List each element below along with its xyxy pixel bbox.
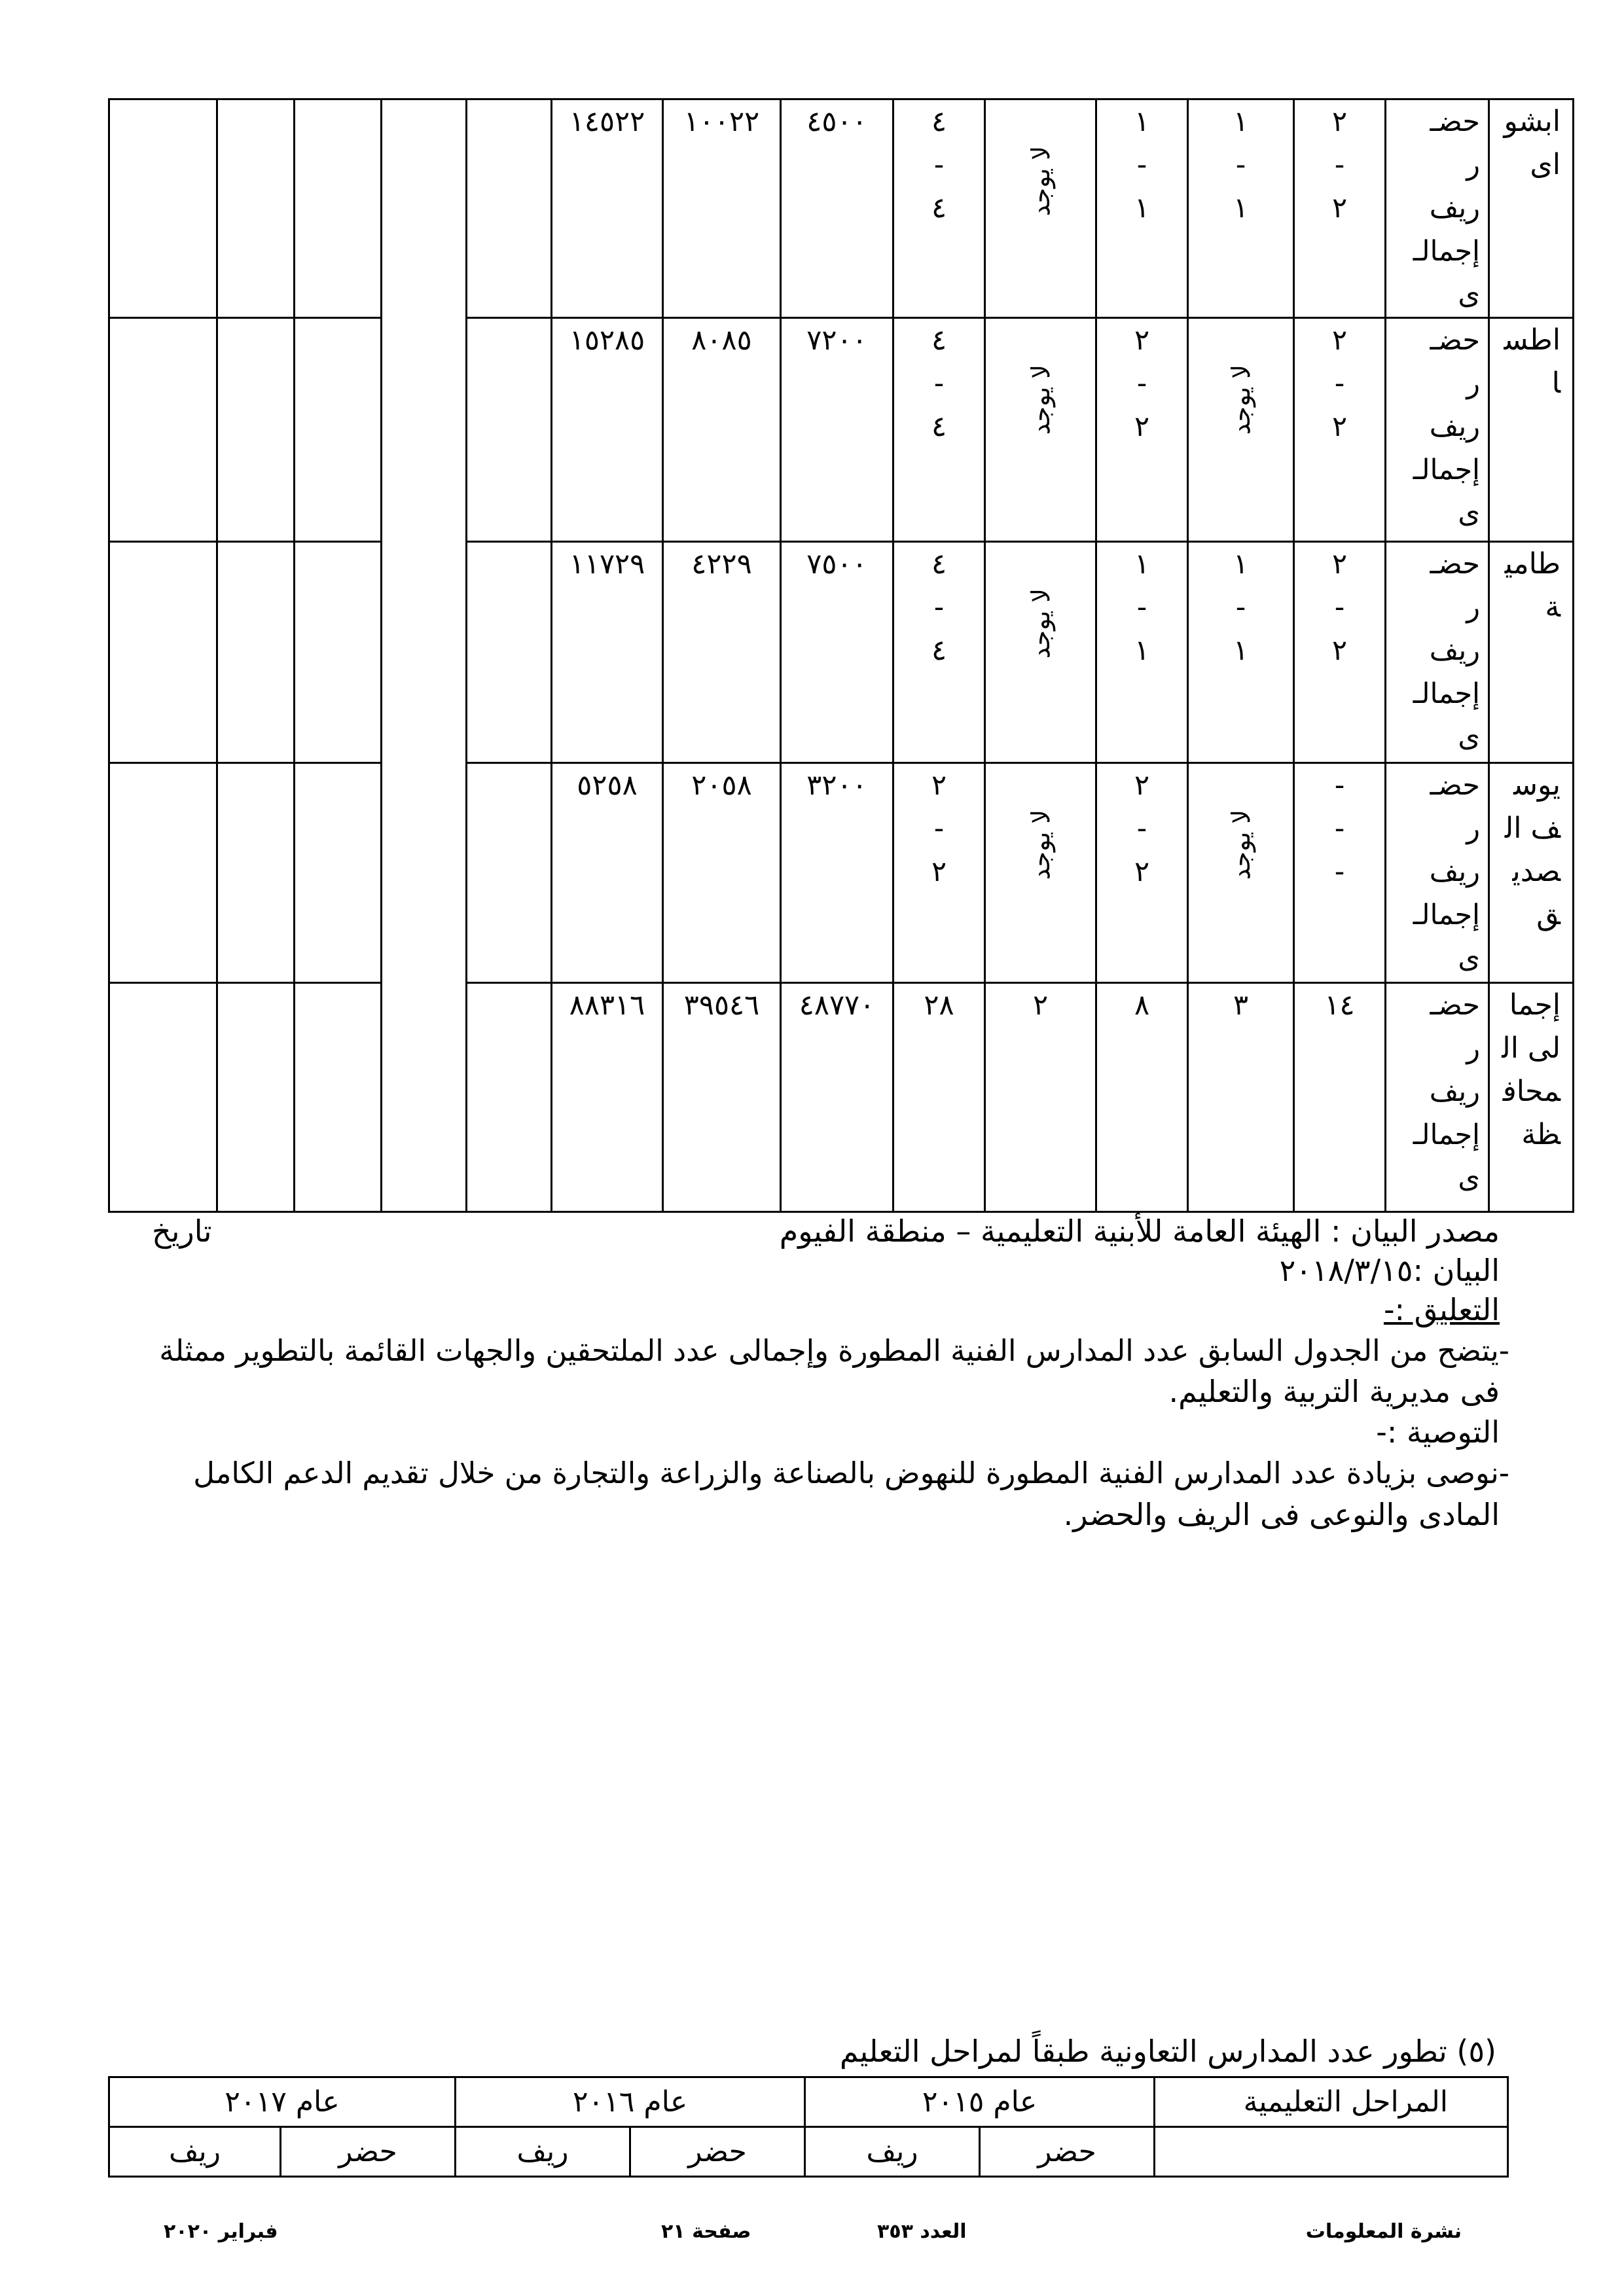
cell-line: حضـ <box>1430 105 1480 138</box>
cell-blank <box>467 763 552 983</box>
cell-line: حضـ <box>1430 989 1480 1022</box>
cell-blank <box>109 763 217 983</box>
cell-c7 <box>893 763 985 983</box>
cell-line: - <box>1136 367 1147 400</box>
cell-c1 <box>1294 318 1386 542</box>
cell-line: ٤ <box>931 105 947 138</box>
cell-line: ر <box>1466 1032 1480 1065</box>
comment-line-1: -يتضح من الجدول السابق عدد المدارس الفنية المطورة وإجمالى عدد الملتحقين والجهات القائمة بالتطوير ممثلة <box>159 1333 1509 1368</box>
cell-line: ٢ <box>1331 548 1348 581</box>
cell-kind <box>1386 318 1489 542</box>
cell-line: - <box>1334 149 1345 181</box>
cell-c3 <box>1096 763 1188 983</box>
cell-line: حضـ <box>1430 324 1480 357</box>
cell-c6: لا يوجد <box>985 542 1096 763</box>
cell-blank <box>467 99 552 318</box>
cell-district-name: اطسا <box>1489 318 1574 542</box>
cell-c1 <box>1294 763 1386 983</box>
cell-line: ١ <box>1233 105 1249 138</box>
cell-line: ٢ <box>1134 855 1150 888</box>
subheader-urban: حضر <box>980 2127 1155 2177</box>
cell-line: ٢ <box>1134 769 1150 802</box>
source-line-2: البيان :٢٠١٨/٣/١٥ <box>1279 1253 1500 1288</box>
cell-line: ٨ <box>1134 989 1150 1022</box>
cell-line: إجمالـ <box>1413 1119 1480 1151</box>
cell-line: ر <box>1466 812 1480 845</box>
cell-line: ٤ <box>931 324 947 357</box>
cell-district-name: ابشواى <box>1489 99 1574 318</box>
cell-line: - <box>1235 591 1246 624</box>
cell-line: ١ <box>1233 548 1249 581</box>
cell-line: ريف <box>1429 634 1480 667</box>
table-header-row <box>109 2077 1508 2127</box>
cell-c6: لا يوجد <box>985 763 1096 983</box>
cell-merged <box>382 99 467 1212</box>
cell-line: - <box>1235 149 1246 181</box>
cell-c9: ٣٩٥٤٦ <box>663 983 781 1212</box>
header-year-2015: عام ٢٠١٥ <box>805 2077 1155 2127</box>
cell-line: ١ <box>1233 192 1249 224</box>
recommendation-heading: التوصية :- <box>1376 1414 1500 1450</box>
cell-c10: ١٥٢٨٥ <box>552 318 663 542</box>
footer-page: صفحة ٢١ <box>661 2220 751 2243</box>
cell-c8: ٤٨٧٧٠ <box>781 983 893 1212</box>
cell-blank <box>217 318 295 542</box>
subheader-urban: حضر <box>281 2127 456 2177</box>
recommendation-line-1: -نوصى بزيادة عدد المدارس الفنية المطورة للنهوض بالصناعة والزراعة والتجارة من خلال تقديم الدعم الكامل <box>193 1456 1509 1490</box>
subheader-rural: ريف <box>805 2127 980 2177</box>
source-line-1: مصدر البيان : الهيئة العامة للأبنية التعليمية – منطقة الفيوم <box>779 1213 1500 1249</box>
cell-blank <box>217 983 295 1212</box>
subheader-rural: ريف <box>456 2127 630 2177</box>
cell-line: ى <box>1458 278 1480 311</box>
cell-blank <box>109 99 217 318</box>
subheader-blank <box>1155 2127 1508 2177</box>
cell-c4: لا يوجد <box>1188 763 1294 983</box>
cell-line: - <box>1136 149 1147 181</box>
cell-line: - <box>1334 855 1345 888</box>
cell-c3 <box>1096 99 1188 318</box>
cell-line: ٢ <box>1331 324 1348 357</box>
cell-line: ٢ <box>1331 192 1348 224</box>
cell-c10: ١٤٥٢٢ <box>552 99 663 318</box>
cell-line: ٢ <box>1134 410 1150 443</box>
cell-line: - <box>1334 367 1345 400</box>
cell-line: - <box>1334 591 1345 624</box>
cell-line: إجمالـ <box>1413 899 1480 931</box>
header-stages: المراحل التعليمية <box>1155 2077 1508 2127</box>
cell-line: ى <box>1458 1162 1480 1194</box>
footer-date: فبراير ٢٠٢٠ <box>164 2220 278 2243</box>
cell-c3 <box>1096 983 1188 1212</box>
cell-line: ١٤ <box>1324 989 1355 1022</box>
cell-line: ١ <box>1134 548 1150 581</box>
section-5-title: (٥) تطور عدد المدارس التعاونية طبقاً لمراحل التعليم <box>839 2034 1496 2069</box>
cell-line: ريف <box>1429 410 1480 443</box>
footer-issue: العدد ٣٥٣ <box>877 2220 967 2243</box>
cell-line: ريف <box>1429 855 1480 888</box>
cell-kind <box>1386 542 1489 763</box>
cell-line: ر <box>1466 591 1480 624</box>
table-row <box>109 99 1574 318</box>
cell-line: - <box>1136 591 1147 624</box>
cell-kind <box>1386 763 1489 983</box>
cell-line: ى <box>1458 497 1480 529</box>
cell-district-name: طامية <box>1489 542 1574 763</box>
cell-line: - <box>1334 812 1345 845</box>
subheader-urban: حضر <box>630 2127 805 2177</box>
cell-c5: ٢ <box>985 983 1096 1212</box>
cell-c6: لا يوجد <box>985 99 1096 318</box>
cell-line: إجمالـ <box>1413 454 1480 486</box>
cell-district-name: يوسف الصديق <box>1489 763 1574 983</box>
cell-c10: ٨٨٣١٦ <box>552 983 663 1212</box>
cell-line: ر <box>1466 149 1480 181</box>
cell-c6: لا يوجد <box>985 318 1096 542</box>
cell-line: - <box>1136 812 1147 845</box>
recommendation-line-2: المادى والنوعى فى الريف والحضر. <box>1063 1497 1500 1532</box>
header-year-2017: عام ٢٠١٧ <box>109 2077 456 2127</box>
cell-c9: ١٠٠٢٢ <box>663 99 781 318</box>
cell-line: ٢ <box>931 769 947 802</box>
cell-c3 <box>1096 318 1188 542</box>
cell-c9: ٨٠٨٥ <box>663 318 781 542</box>
cell-district-name: إجمالى المحافظة <box>1489 983 1574 1212</box>
cell-line: ١ <box>1134 105 1150 138</box>
cell-blank <box>467 542 552 763</box>
cell-line: - <box>1334 769 1345 802</box>
subheader-rural: ريف <box>109 2127 281 2177</box>
cell-c10: ٥٢٥٨ <box>552 763 663 983</box>
cell-blank <box>295 763 382 983</box>
header-year-2016: عام ٢٠١٦ <box>456 2077 805 2127</box>
cell-line: ريف <box>1429 1075 1480 1108</box>
cell-line: ٤ <box>931 634 947 667</box>
cell-blank <box>467 318 552 542</box>
cell-c1 <box>1294 983 1386 1212</box>
table-row <box>109 542 1574 763</box>
cell-blank <box>109 542 217 763</box>
table-row <box>109 983 1574 1212</box>
cell-blank <box>295 983 382 1212</box>
cell-blank <box>109 318 217 542</box>
cell-blank <box>217 99 295 318</box>
cell-c9: ٤٢٢٩ <box>663 542 781 763</box>
cell-line: إجمالـ <box>1413 235 1480 268</box>
cell-line: ٢٨ <box>924 989 954 1022</box>
cell-blank <box>467 983 552 1212</box>
cell-kind <box>1386 99 1489 318</box>
cell-c8: ٧٢٠٠ <box>781 318 893 542</box>
source-date-label: تاريخ <box>152 1213 212 1249</box>
footer-publication: نشرة المعلومات <box>1305 2220 1462 2243</box>
cell-blank <box>295 542 382 763</box>
cell-blank <box>217 542 295 763</box>
comment-line-2: فى مديرية التربية والتعليم. <box>1168 1374 1500 1409</box>
cell-c7 <box>893 983 985 1212</box>
cell-line: ٤ <box>931 548 947 581</box>
cell-c8: ٧٥٠٠ <box>781 542 893 763</box>
cell-line: ١ <box>1233 634 1249 667</box>
cell-line: إجمالـ <box>1413 677 1480 710</box>
cell-blank <box>109 983 217 1212</box>
cell-blank <box>217 763 295 983</box>
schools-table <box>108 98 1574 1213</box>
cell-line: حضـ <box>1430 769 1480 802</box>
cell-line: ى <box>1458 721 1480 753</box>
cell-line: ٤ <box>931 410 947 443</box>
cell-line: ٢ <box>1331 410 1348 443</box>
cell-line: ر <box>1466 367 1480 400</box>
cell-c7 <box>893 542 985 763</box>
cell-c2 <box>1188 983 1294 1212</box>
table-row <box>109 318 1574 542</box>
cell-c7 <box>893 99 985 318</box>
cell-blank <box>295 318 382 542</box>
cell-line: ٢ <box>1331 634 1348 667</box>
cell-line: ٤ <box>931 192 947 224</box>
cell-line: حضـ <box>1430 548 1480 581</box>
cell-line: ٢ <box>931 855 947 888</box>
cell-line: ٢ <box>1134 324 1150 357</box>
cell-blank <box>295 99 382 318</box>
cell-c1 <box>1294 99 1386 318</box>
cell-line: - <box>933 812 945 845</box>
cell-line: - <box>933 149 945 181</box>
cell-c7 <box>893 318 985 542</box>
cell-c2 <box>1188 99 1294 318</box>
cell-line: ١ <box>1134 634 1150 667</box>
cooperative-schools-table <box>108 2076 1509 2178</box>
cell-kind <box>1386 983 1489 1212</box>
cell-line: ريف <box>1429 192 1480 224</box>
cell-c2 <box>1188 542 1294 763</box>
table-subheader-row <box>109 2127 1508 2177</box>
cell-c4: لا يوجد <box>1188 318 1294 542</box>
cell-line: ٣ <box>1233 989 1249 1022</box>
cell-c1 <box>1294 542 1386 763</box>
comment-heading: التعليق :- <box>1383 1292 1500 1327</box>
cell-c3 <box>1096 542 1188 763</box>
cell-line: - <box>933 367 945 400</box>
cell-c8: ٣٢٠٠ <box>781 763 893 983</box>
cell-c9: ٢٠٥٨ <box>663 763 781 983</box>
cell-line: ى <box>1458 942 1480 975</box>
cell-c10: ١١٧٢٩ <box>552 542 663 763</box>
cell-line: - <box>933 591 945 624</box>
table-row <box>109 763 1574 983</box>
cell-line: ١ <box>1134 192 1150 224</box>
cell-c8: ٤٥٠٠ <box>781 99 893 318</box>
cell-line: ٢ <box>1331 105 1348 138</box>
